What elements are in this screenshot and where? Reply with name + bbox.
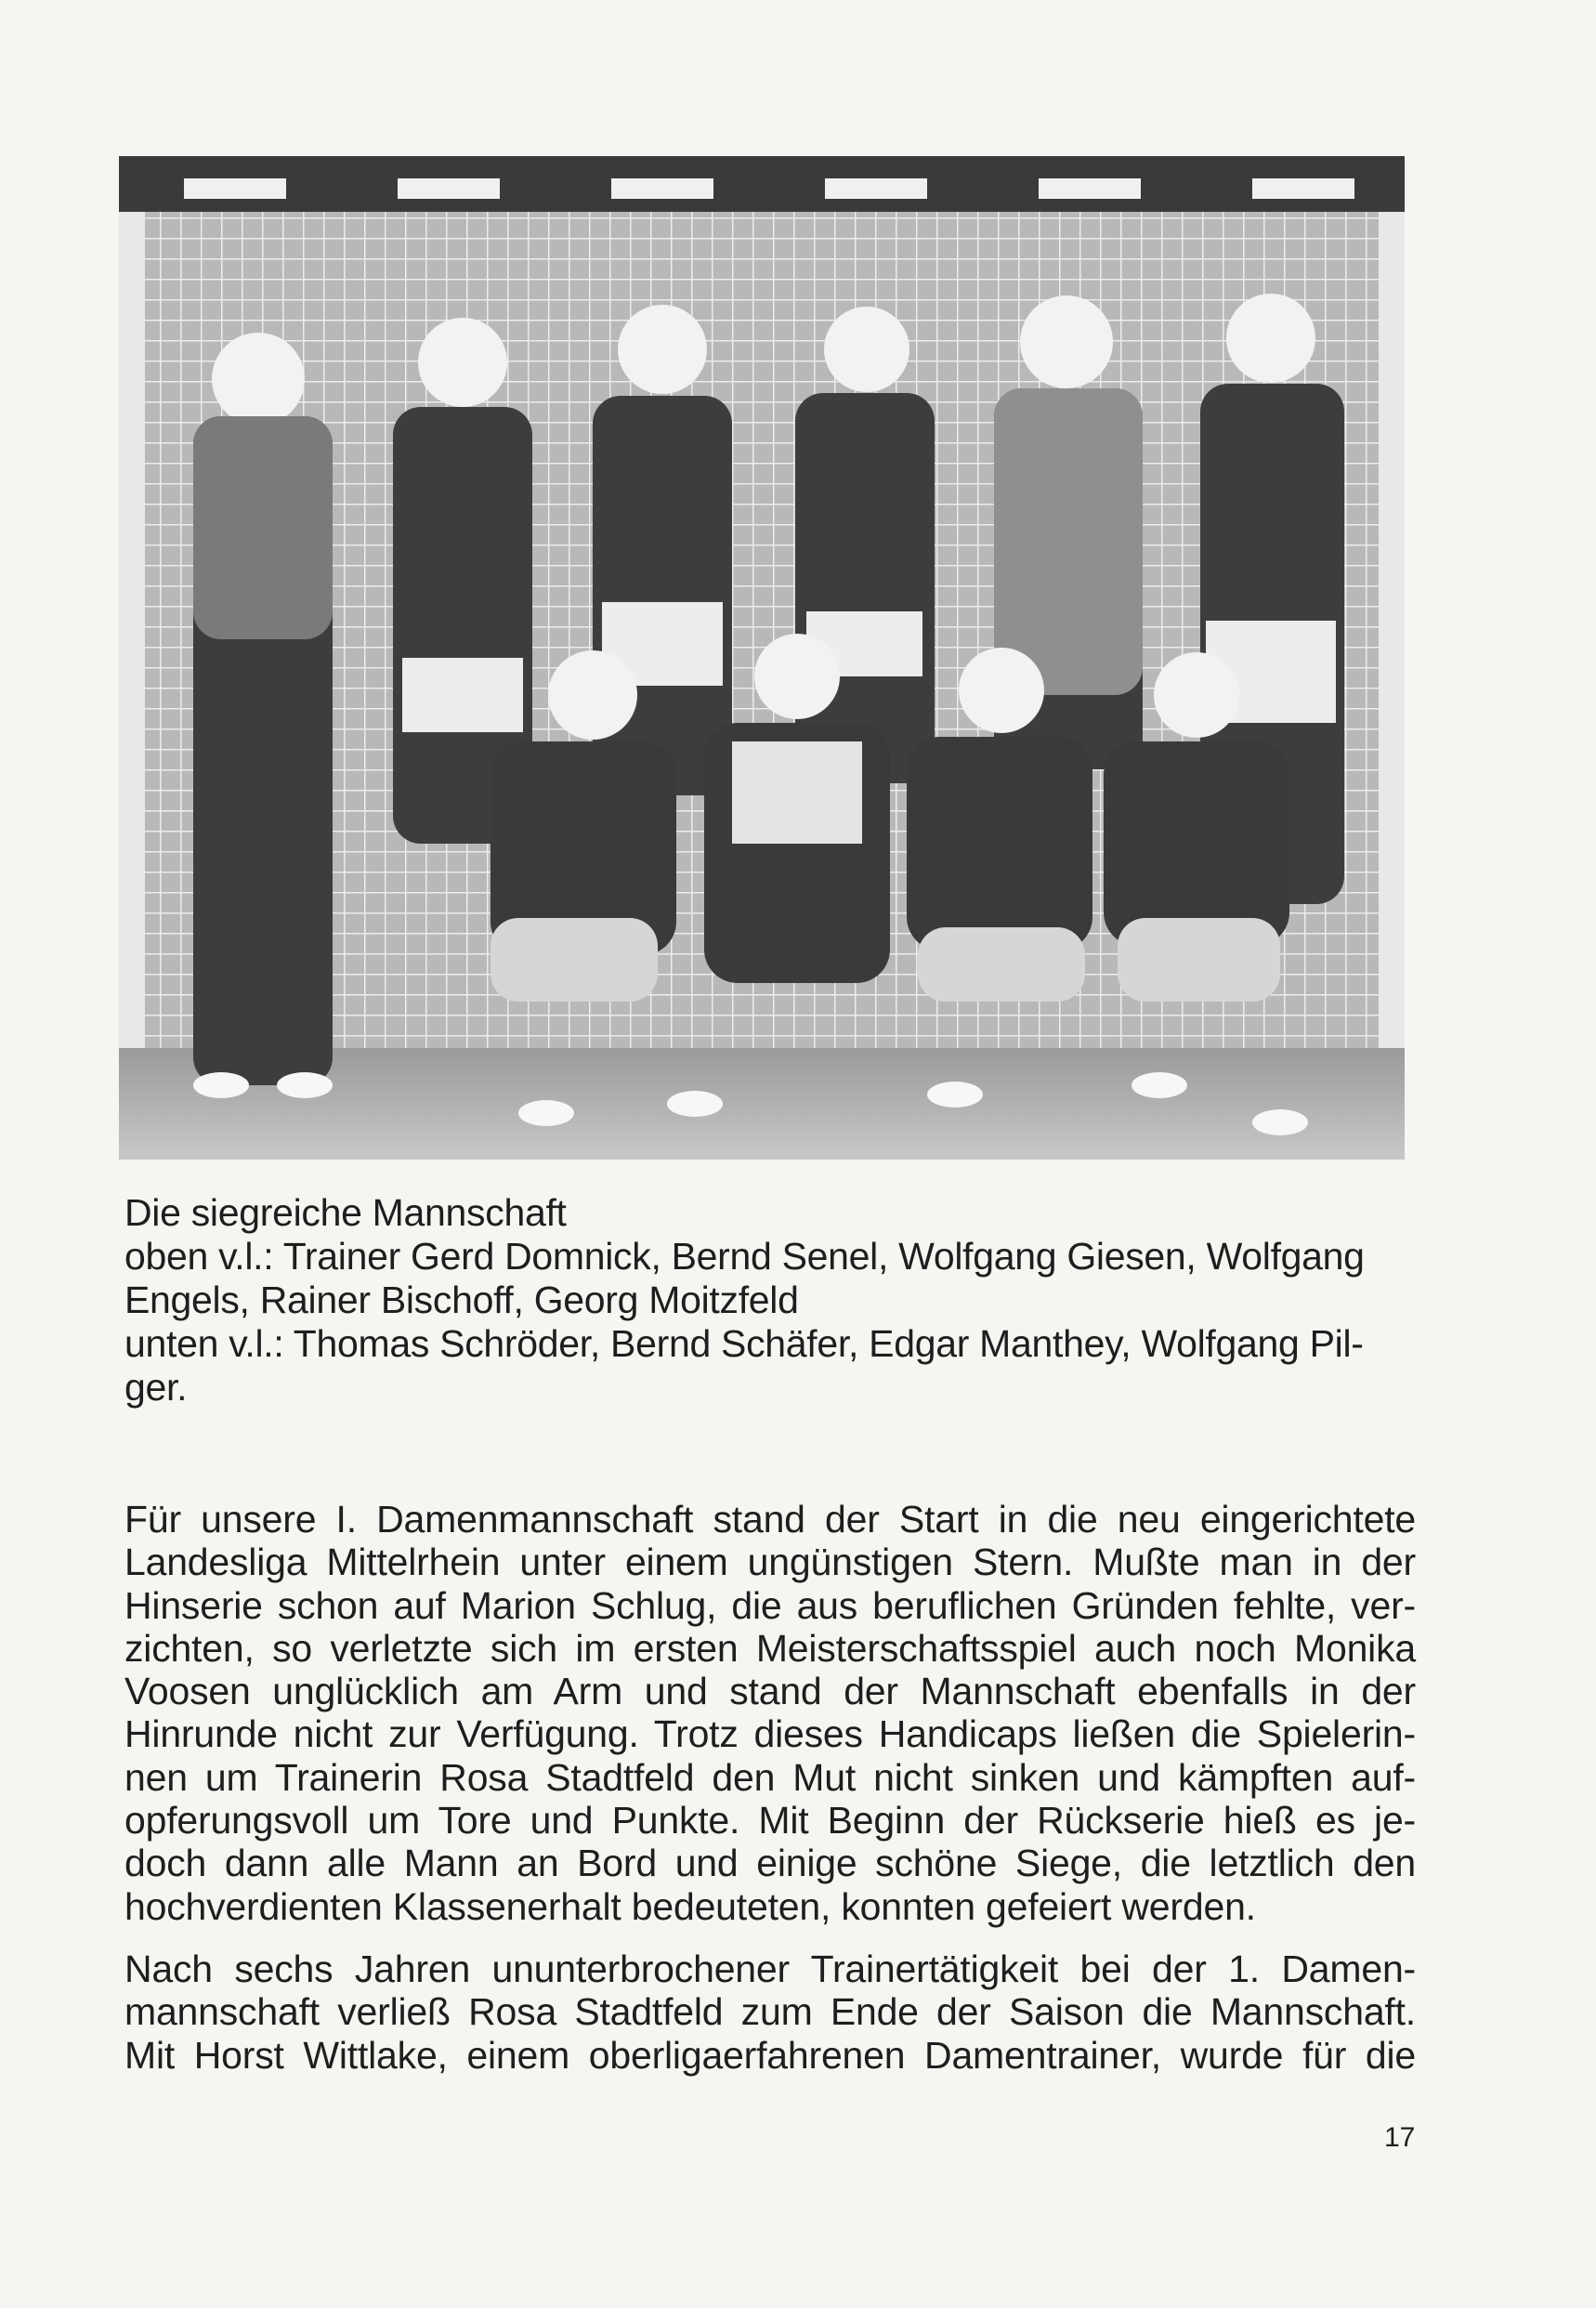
text-line: nen um Trainerin Rosa Stadtfeld den Mut nicht sinken und kämpften auf- <box>124 1755 1416 1799</box>
caption-line: Engels, Rainer Bischoff, Georg Moitzfeld <box>124 1279 799 1321</box>
team-photo-image <box>119 156 1405 1160</box>
text-line: zichten, so verletzte sich im ersten Meisterschaftsspiel auch noch Monika <box>124 1626 1416 1670</box>
paragraph <box>124 1947 1416 2077</box>
caption-line: oben v.l.: Trainer Gerd Domnick, Bernd Senel, Wolfgang Giesen, Wolfgang <box>124 1235 1365 1278</box>
text-line: Mit Horst Wittlake, einem oberligaerfahrenen Damentrainer, wurde für die <box>124 2033 1416 2077</box>
paragraph <box>124 1498 1416 1928</box>
caption-line: ger. <box>124 1366 188 1409</box>
photo-caption <box>124 1191 1416 1410</box>
text-line: Nach sechs Jahren ununterbrochener Trainertätigkeit bei der 1. Damen- <box>124 1947 1416 1990</box>
text-line: Für unsere I. Damenmannschaft stand der Start in die neu eingerichtete <box>124 1498 1416 1541</box>
text-line: Voosen unglücklich am Arm und stand der Mannschaft ebenfalls in der <box>124 1670 1416 1713</box>
text-line: Landesliga Mittelrhein unter einem ungünstigen Stern. Mußte man in der <box>124 1541 1416 1584</box>
text-line: Hinserie schon auf Marion Schlug, die aus beruflichen Gründen fehlte, ver- <box>124 1583 1416 1627</box>
caption-line: unten v.l.: Thomas Schröder, Bernd Schäfer, Edgar Manthey, Wolfgang Pil- <box>124 1322 1364 1365</box>
text-line: Hinrunde nicht zur Verfügung. Trotz dieses Handicaps ließen die Spielerin- <box>124 1712 1416 1756</box>
text-line: opferungsvoll um Tore und Punkte. Mit Beginn der Rückserie hieß es je- <box>124 1799 1416 1842</box>
page-number: 17 <box>1384 2122 1416 2153</box>
text-line: doch dann alle Mann an Bord und einige schöne Siege, die letztlich den <box>124 1842 1416 1885</box>
article-body <box>124 1498 1416 2077</box>
team-photo <box>119 156 1405 1160</box>
caption-line: Die siegreiche Mannschaft <box>124 1191 567 1234</box>
text-line: mannschaft verließ Rosa Stadtfeld zum Ende der Saison die Mannschaft. <box>124 1990 1416 2034</box>
text-line: hochverdienten Klassenerhalt bedeuteten, konnten gefeiert werden. <box>124 1884 1256 1928</box>
